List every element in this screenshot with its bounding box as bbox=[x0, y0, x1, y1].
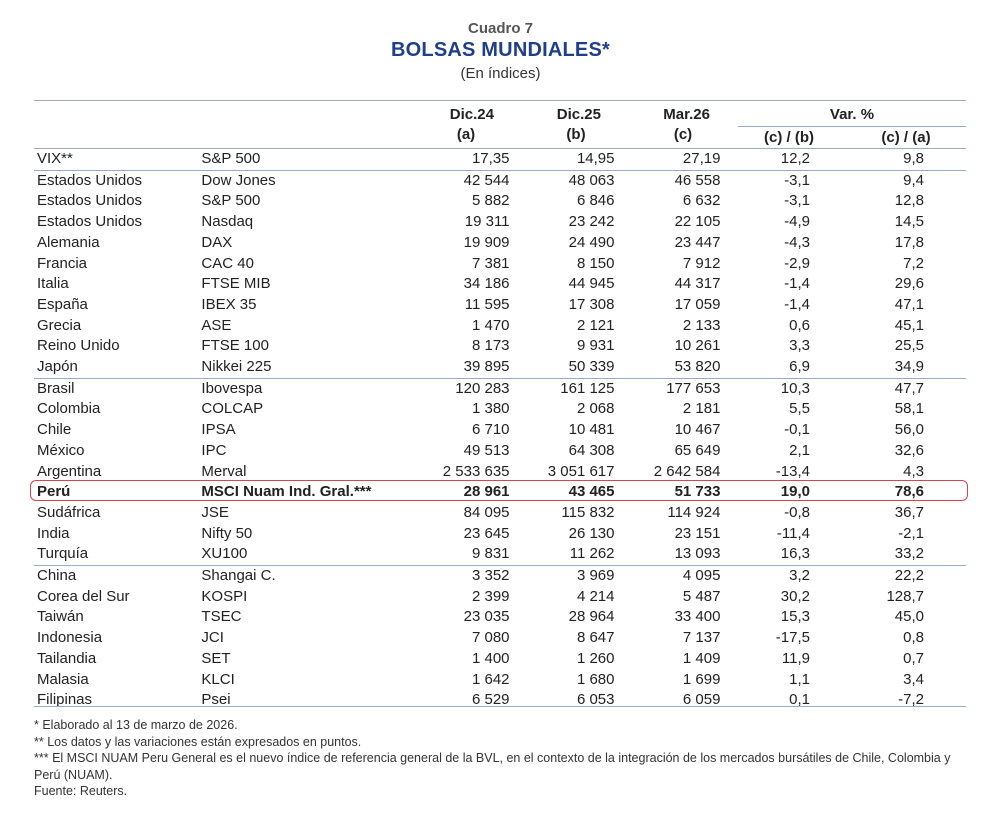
table-row bbox=[34, 690, 966, 711]
country-cell: México bbox=[37, 441, 85, 459]
country-cell: Reino Unido bbox=[37, 337, 120, 355]
var-cb-cell: 15,3 bbox=[780, 608, 810, 626]
table-row bbox=[34, 587, 966, 608]
var-ca-cell: 25,5 bbox=[894, 337, 924, 355]
col-header-dic24-sub: (a) bbox=[456, 126, 476, 143]
var-cb-cell: 10,3 bbox=[720, 378, 810, 399]
mar26-cell: 1 699 bbox=[682, 670, 721, 688]
var-ca-cell: 12,8 bbox=[894, 192, 924, 210]
footnote: *** El MSCI NUAM Peru General es el nuevo índice de referencia general de la BVL, en el contexto de la integración de los mercados bursátiles de Chile, Colombia y Perú (NUAM). bbox=[34, 751, 951, 782]
dic25-cell: 11 262 bbox=[569, 545, 615, 563]
var-ca-cell: 29,6 bbox=[894, 275, 924, 293]
dic24-cell: 17,35 bbox=[471, 150, 510, 167]
col-header-mar26: Mar.26 bbox=[663, 106, 710, 123]
dic25-cell: 17 308 bbox=[568, 295, 615, 313]
index-cell: SET bbox=[201, 649, 231, 667]
footnote: * Elaborado al 13 de marzo de 2026. bbox=[34, 718, 238, 732]
dic24-cell: 1 642 bbox=[471, 670, 510, 688]
dic24-cell: 120 283 bbox=[440, 378, 510, 399]
var-ca-cell: 58,1 bbox=[894, 400, 924, 418]
country-cell: VIX** bbox=[37, 150, 73, 167]
mar26-cell: 44 317 bbox=[674, 275, 721, 293]
dic25-cell: 161 125 bbox=[510, 378, 615, 399]
dic24-cell: 2 399 bbox=[471, 587, 510, 605]
var-ca-cell: 22,2 bbox=[810, 566, 966, 587]
country-cell: Japón bbox=[37, 358, 78, 376]
source-note: Fuente: Reuters. bbox=[34, 784, 128, 798]
var-ca-cell: 0,7 bbox=[903, 649, 924, 667]
country-cell: Indonesia bbox=[37, 629, 103, 647]
mar26-cell: 27,19 bbox=[682, 150, 721, 167]
mar26-cell: 114 924 bbox=[667, 503, 721, 521]
mar26-cell: 33 400 bbox=[674, 608, 721, 626]
dic25-cell: 43 465 bbox=[568, 483, 615, 501]
table-row bbox=[34, 566, 966, 587]
var-cb-cell: 19,0 bbox=[780, 483, 810, 501]
var-cb-cell: 3,3 bbox=[789, 337, 810, 355]
country-cell: Tailandia bbox=[37, 649, 97, 667]
dic25-cell: 4 214 bbox=[576, 587, 615, 605]
dic25-cell: 50 339 bbox=[568, 358, 615, 376]
index-cell: Psei bbox=[201, 691, 231, 709]
page-title: BOLSAS MUNDIALES* bbox=[391, 39, 610, 61]
mar26-cell: 53 820 bbox=[674, 358, 721, 376]
dic24-cell: 1 400 bbox=[471, 649, 510, 667]
var-cb-cell: 1,1 bbox=[789, 670, 810, 688]
table-row bbox=[34, 544, 966, 565]
dic24-cell: 42 544 bbox=[440, 170, 510, 191]
var-ca-cell: 0,8 bbox=[903, 629, 924, 647]
table-row bbox=[34, 649, 966, 670]
index-cell: S&P 500 bbox=[201, 150, 261, 167]
mar26-cell: 1 409 bbox=[682, 649, 721, 667]
var-ca-cell: 7,2 bbox=[903, 254, 924, 272]
var-cb-cell: 2,1 bbox=[789, 441, 810, 459]
market-table bbox=[34, 149, 966, 711]
col-header-mar26-sub: (c) bbox=[673, 126, 693, 143]
table-row bbox=[34, 399, 966, 420]
dic24-cell: 28 961 bbox=[463, 483, 510, 501]
var-cb-cell: -0,8 bbox=[784, 503, 810, 521]
country-cell: España bbox=[37, 295, 88, 313]
index-cell: MSCI Nuam Ind. Gral.*** bbox=[201, 483, 372, 501]
country-cell: Francia bbox=[37, 254, 88, 272]
var-ca-cell: 9,8 bbox=[903, 150, 924, 167]
col-header-dic25-sub: (b) bbox=[566, 126, 586, 143]
dic25-cell: 115 832 bbox=[561, 503, 615, 521]
table-row bbox=[34, 441, 966, 462]
var-cb-cell: -1,4 bbox=[784, 295, 810, 313]
dic24-cell: 3 352 bbox=[440, 566, 510, 587]
mar26-cell: 2 642 584 bbox=[653, 462, 721, 480]
country-cell: Colombia bbox=[37, 400, 101, 418]
dic24-cell: 8 173 bbox=[471, 337, 510, 355]
dic25-cell: 8 647 bbox=[576, 629, 615, 647]
dic24-cell: 23 645 bbox=[463, 524, 510, 542]
dic24-cell: 19 311 bbox=[464, 213, 510, 231]
index-cell: IPC bbox=[201, 441, 227, 459]
country-cell: Malasia bbox=[37, 670, 89, 688]
dic24-cell: 84 095 bbox=[463, 503, 510, 521]
country-cell: Sudáfrica bbox=[37, 503, 101, 521]
var-ca-cell: 45,1 bbox=[894, 316, 924, 334]
dic25-cell: 48 063 bbox=[510, 170, 615, 191]
mar26-cell: 22 105 bbox=[674, 213, 721, 231]
dic24-cell: 34 186 bbox=[463, 275, 510, 293]
var-ca-cell: 3,4 bbox=[903, 670, 924, 688]
dic25-cell: 64 308 bbox=[568, 441, 615, 459]
table-row bbox=[34, 170, 966, 191]
col-header-var-ca: (c) / (a) bbox=[881, 129, 931, 146]
top-rule bbox=[34, 100, 966, 101]
mar26-cell: 7 912 bbox=[682, 254, 721, 272]
index-cell: S&P 500 bbox=[201, 192, 261, 210]
mar26-cell: 177 653 bbox=[615, 378, 721, 399]
col-header-dic25: Dic.25 bbox=[556, 106, 601, 123]
var-cb-cell: -3,1 bbox=[720, 170, 810, 191]
var-ca-cell: 47,1 bbox=[894, 295, 924, 313]
dic25-cell: 23 242 bbox=[568, 213, 615, 231]
dic24-cell: 6 529 bbox=[471, 691, 510, 709]
var-ca-cell: 128,7 bbox=[886, 587, 924, 605]
country-cell: Perú bbox=[37, 483, 71, 501]
dic24-cell: 1 380 bbox=[471, 400, 510, 418]
dic25-cell: 6 053 bbox=[576, 691, 615, 709]
var-cb-cell: -4,9 bbox=[784, 213, 810, 231]
mar26-cell: 10 467 bbox=[674, 421, 721, 439]
var-cb-cell: 16,3 bbox=[780, 545, 810, 563]
mar26-cell: 5 487 bbox=[682, 587, 721, 605]
country-cell: Estados Unidos bbox=[34, 170, 201, 191]
mar26-cell: 6 632 bbox=[682, 192, 721, 210]
index-cell: COLCAP bbox=[201, 400, 264, 418]
index-cell: KOSPI bbox=[201, 587, 248, 605]
var-ca-cell: 36,7 bbox=[894, 503, 924, 521]
country-cell: Corea del Sur bbox=[37, 587, 130, 605]
var-ca-cell: 56,0 bbox=[894, 421, 924, 439]
dic25-cell: 2 068 bbox=[576, 400, 615, 418]
country-cell: Argentina bbox=[37, 462, 102, 480]
dic24-cell: 11 595 bbox=[464, 295, 510, 313]
var-ca-cell: 32,6 bbox=[894, 441, 924, 459]
country-cell: Turquía bbox=[37, 545, 89, 563]
var-cb-cell: -4,3 bbox=[784, 233, 810, 251]
dic24-cell: 39 895 bbox=[463, 358, 510, 376]
country-cell: Estados Unidos bbox=[37, 213, 143, 231]
index-cell: Nikkei 225 bbox=[201, 358, 272, 376]
table-row bbox=[34, 212, 966, 233]
dic24-cell: 5 882 bbox=[471, 192, 510, 210]
dic24-cell: 49 513 bbox=[463, 441, 510, 459]
dic25-cell: 2 121 bbox=[576, 316, 615, 334]
dic24-cell: 7 381 bbox=[471, 254, 510, 272]
mar26-cell: 2 181 bbox=[682, 400, 721, 418]
table-row bbox=[34, 420, 966, 441]
dic25-cell: 14,95 bbox=[576, 150, 615, 167]
page-subtitle: (En índices) bbox=[460, 65, 541, 82]
var-cb-cell: -17,5 bbox=[775, 629, 810, 647]
var-rule bbox=[738, 126, 966, 127]
var-cb-cell: 30,2 bbox=[780, 587, 810, 605]
table-row bbox=[34, 670, 966, 691]
index-cell: Shangai C. bbox=[201, 566, 439, 587]
dic25-cell: 6 846 bbox=[576, 192, 615, 210]
var-ca-cell: 4,3 bbox=[903, 462, 924, 480]
index-cell: ASE bbox=[201, 316, 232, 334]
country-cell: Brasil bbox=[34, 378, 201, 399]
var-ca-cell: 45,0 bbox=[894, 608, 924, 626]
dic25-cell: 8 150 bbox=[576, 254, 615, 272]
var-ca-cell: 14,5 bbox=[894, 213, 924, 231]
mar26-cell: 51 733 bbox=[674, 483, 721, 501]
index-cell: FTSE MIB bbox=[201, 275, 271, 293]
var-ca-cell: 34,9 bbox=[894, 358, 924, 376]
dic25-cell: 1 680 bbox=[576, 670, 615, 688]
var-cb-cell: -2,9 bbox=[784, 254, 810, 272]
index-cell: Nifty 50 bbox=[201, 524, 253, 542]
var-ca-cell: 33,2 bbox=[894, 545, 924, 563]
country-cell: China bbox=[34, 566, 201, 587]
mar26-cell: 10 261 bbox=[674, 337, 721, 355]
index-cell: CAC 40 bbox=[201, 254, 254, 272]
dic25-cell: 10 481 bbox=[568, 421, 615, 439]
dic25-cell: 26 130 bbox=[568, 524, 615, 542]
country-cell: India bbox=[37, 524, 70, 542]
index-cell: Nasdaq bbox=[201, 213, 254, 231]
index-cell: Ibovespa bbox=[201, 378, 439, 399]
var-ca-cell: -7,2 bbox=[898, 691, 924, 709]
table-row bbox=[34, 336, 966, 357]
table-row bbox=[34, 628, 966, 649]
dic24-cell: 9 831 bbox=[471, 545, 510, 563]
index-cell: IBEX 35 bbox=[201, 295, 257, 313]
country-cell: Italia bbox=[37, 275, 69, 293]
dic24-cell: 6 710 bbox=[471, 421, 510, 439]
mar26-cell: 13 093 bbox=[674, 545, 721, 563]
dic25-cell: 3 051 617 bbox=[547, 462, 615, 480]
dic25-cell: 44 945 bbox=[568, 275, 615, 293]
table-row bbox=[34, 295, 966, 316]
var-cb-cell: 0,1 bbox=[789, 691, 810, 709]
peru-highlight-box bbox=[30, 480, 968, 501]
dic25-cell: 28 964 bbox=[568, 608, 615, 626]
mar26-cell: 2 133 bbox=[682, 316, 721, 334]
dic24-cell: 19 909 bbox=[463, 233, 510, 251]
var-ca-cell: 47,7 bbox=[810, 378, 966, 399]
var-cb-cell: -1,4 bbox=[784, 275, 810, 293]
var-ca-cell: 78,6 bbox=[894, 483, 924, 501]
mar26-cell: 7 137 bbox=[682, 629, 721, 647]
var-cb-cell: 5,5 bbox=[789, 400, 810, 418]
dic24-cell: 2 533 635 bbox=[442, 462, 510, 480]
footnote: ** Los datos y las variaciones están expresados en puntos. bbox=[34, 734, 362, 749]
table-row bbox=[34, 607, 966, 628]
mar26-cell: 17 059 bbox=[674, 295, 721, 313]
country-cell: Chile bbox=[37, 421, 72, 439]
country-cell: Estados Unidos bbox=[37, 192, 143, 210]
mar26-cell: 46 558 bbox=[615, 170, 721, 191]
table-label: Cuadro 7 bbox=[467, 20, 533, 37]
table-row bbox=[34, 254, 966, 275]
index-cell: IPSA bbox=[201, 421, 236, 439]
country-cell: Filipinas bbox=[37, 691, 93, 709]
index-cell: JSE bbox=[201, 503, 229, 521]
index-cell: Merval bbox=[201, 462, 247, 480]
table-row bbox=[34, 233, 966, 254]
index-cell: KLCI bbox=[201, 670, 235, 688]
col-header-dic24: Dic.24 bbox=[449, 106, 494, 123]
mar26-cell: 4 095 bbox=[615, 566, 721, 587]
table-row bbox=[34, 316, 966, 337]
country-cell: Grecia bbox=[37, 316, 82, 334]
table-row bbox=[34, 357, 966, 378]
dic24-cell: 1 470 bbox=[471, 316, 510, 334]
table-row bbox=[34, 274, 966, 295]
dic25-cell: 1 260 bbox=[576, 649, 615, 667]
index-cell: TSEC bbox=[201, 608, 242, 626]
var-cb-cell: 3,2 bbox=[720, 566, 810, 587]
table-row bbox=[34, 503, 966, 524]
dic24-cell: 7 080 bbox=[471, 629, 510, 647]
index-cell: Dow Jones bbox=[201, 170, 439, 191]
col-header-var-cb: (c) / (b) bbox=[764, 129, 814, 146]
col-header-var: Var. % bbox=[829, 106, 875, 123]
footnotes bbox=[34, 717, 969, 800]
var-cb-cell: -13,4 bbox=[775, 462, 810, 480]
mar26-cell: 65 649 bbox=[674, 441, 721, 459]
dic24-cell: 23 035 bbox=[463, 608, 510, 626]
index-cell: XU100 bbox=[201, 545, 248, 563]
var-cb-cell: 6,9 bbox=[789, 358, 810, 376]
dic25-cell: 3 969 bbox=[510, 566, 615, 587]
var-cb-cell: -0,1 bbox=[784, 421, 810, 439]
var-cb-cell: 11,9 bbox=[781, 649, 810, 667]
var-cb-cell: 12,2 bbox=[780, 150, 810, 167]
table-row bbox=[34, 191, 966, 212]
mar26-cell: 23 447 bbox=[674, 233, 721, 251]
var-cb-cell: -3,1 bbox=[784, 192, 810, 210]
index-cell: FTSE 100 bbox=[201, 337, 269, 355]
table-row bbox=[34, 524, 966, 545]
table-row bbox=[34, 149, 966, 170]
dic25-cell: 24 490 bbox=[568, 233, 615, 251]
var-ca-cell: 17,8 bbox=[894, 233, 924, 251]
mar26-cell: 6 059 bbox=[682, 691, 721, 709]
country-cell: Alemania bbox=[37, 233, 100, 251]
var-ca-cell: -2,1 bbox=[898, 524, 924, 542]
dic25-cell: 9 931 bbox=[576, 337, 615, 355]
table-row bbox=[34, 378, 966, 399]
var-cb-cell: 0,6 bbox=[789, 316, 810, 334]
index-cell: JCI bbox=[201, 629, 224, 647]
var-cb-cell: -11,4 bbox=[776, 524, 810, 542]
index-cell: DAX bbox=[201, 233, 233, 251]
country-cell: Taiwán bbox=[37, 608, 84, 626]
bottom-rule bbox=[34, 706, 966, 707]
mar26-cell: 23 151 bbox=[674, 524, 721, 542]
var-ca-cell: 9,4 bbox=[810, 170, 966, 191]
